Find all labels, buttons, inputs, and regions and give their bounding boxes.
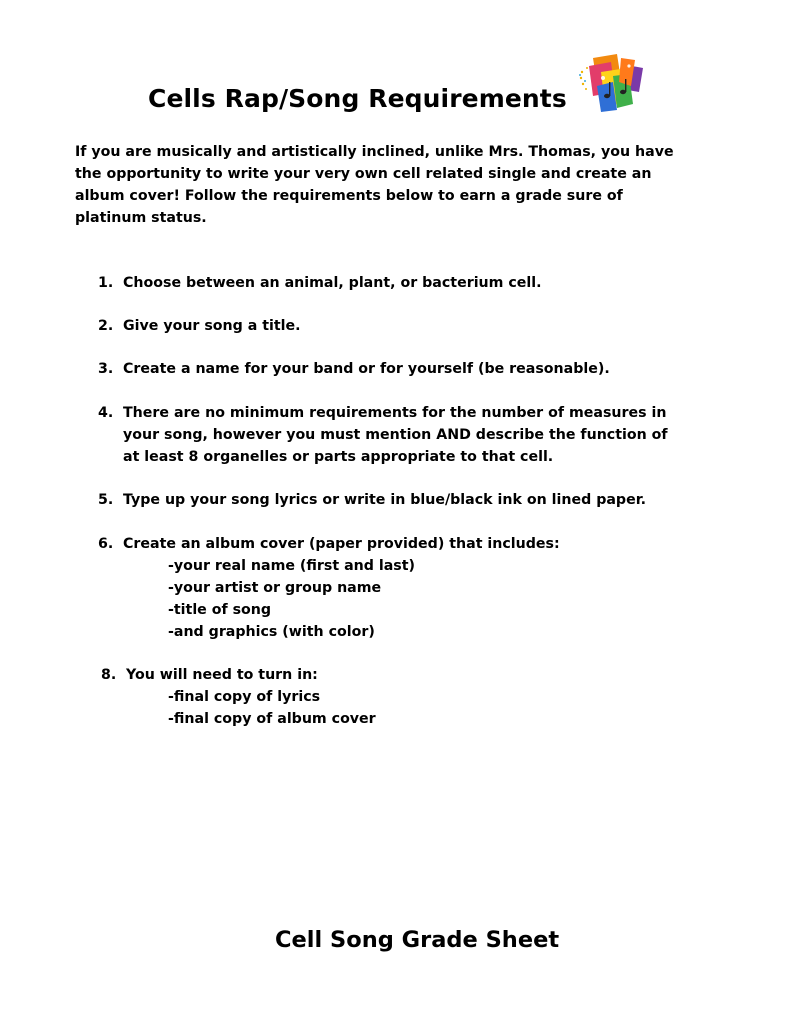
requirement-item-2 [98,315,301,337]
intro-line: If you are musically and artistically inclined, unlike Mrs. Thomas, you have [75,144,674,160]
requirement-text: Create an album cover (paper provided) that includes: [123,536,560,552]
requirement-number: 5. [98,492,114,508]
requirement-subitem: -your real name (first and last) [168,558,416,574]
requirement-item-6 [98,533,560,643]
requirement-item-4 [98,402,668,468]
requirement-item-8 [101,664,376,730]
requirement-item-5 [98,489,646,511]
requirement-number: 6. [98,536,114,552]
requirement-subitem: -final copy of lyrics [168,689,321,705]
requirement-number: 8. [101,667,117,683]
intro-paragraph [75,141,725,229]
requirement-subitem: -title of song [168,602,272,618]
requirement-number: 2. [98,318,114,334]
requirement-number: 3. [98,361,114,377]
requirement-text: There are no minimum requirements for the number of measures in [123,405,667,421]
requirement-text: Give your song a title. [123,318,301,334]
requirement-subitem: -and graphics (with color) [168,624,375,640]
requirement-text: Create a name for your band or for yourself (be reasonable). [123,361,610,377]
requirement-subitem: -your artist or group name [168,580,382,596]
requirement-item-1 [98,272,542,294]
requirement-subitem: -final copy of album cover [168,711,376,727]
requirement-text: Type up your song lyrics or write in blue/black ink on lined paper. [123,492,647,508]
grade-sheet-title: Cell Song Grade Sheet [275,927,560,953]
intro-line: album cover! Follow the requirements below to earn a grade sure of [75,188,623,204]
requirement-item-3 [98,358,610,380]
requirement-text-continued: at least 8 organelles or parts appropriate to that cell. [123,449,554,465]
requirement-text-continued: your song, however you must mention AND describe the function of [123,427,668,443]
requirement-text: You will need to turn in: [126,667,318,683]
intro-line: platinum status. [75,210,207,226]
intro-line: the opportunity to write your very own cell related single and create an [75,166,652,182]
music-collage-icon [577,52,645,114]
page-title: Cells Rap/Song Requirements [148,84,567,113]
requirement-number: 4. [98,405,114,421]
requirement-text: Choose between an animal, plant, or bacterium cell. [123,275,542,291]
requirement-number: 1. [98,275,114,291]
